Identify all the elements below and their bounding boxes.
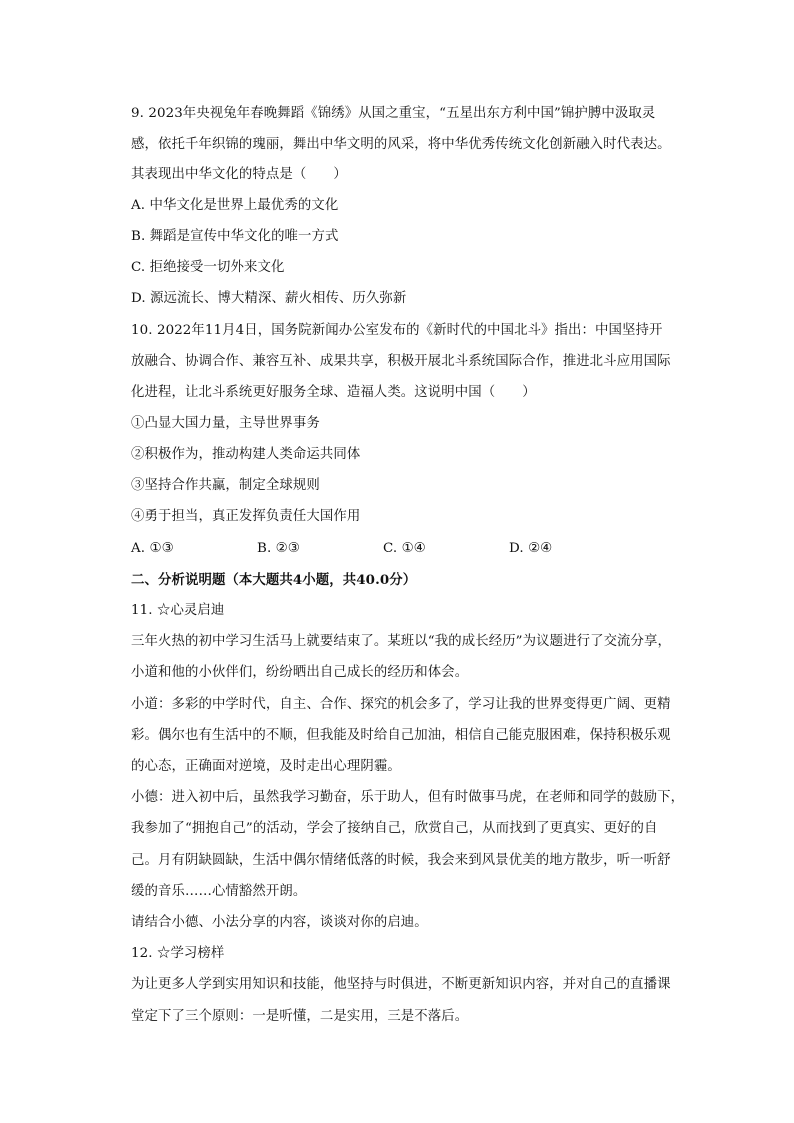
q11-prompt: 请结合小德、小法分享的内容，谈谈对你的启迪。 bbox=[131, 915, 428, 930]
q9-option-c: C. 拒绝接受一切外来文化 bbox=[131, 260, 285, 275]
q9-stem-line-3: 其表现出中华文化的特点是（ ） bbox=[131, 167, 347, 182]
q10-option-a: A. ①③ bbox=[131, 541, 174, 556]
q10-stem-line-1: 10. 2022年11月4日，国务院新闻办公室发布的《新时代的中国北斗》指出：中国坚持开 bbox=[131, 323, 663, 338]
q11-para-2-line-3: 的心态，正确面对逆境，及时走出心理阴霾。 bbox=[131, 759, 401, 774]
q11-para-3-line-1: 小德：进入初中后，虽然我学习勤奋，乐于助人，但有时做事马虎，在老师和同学的鼓励下， bbox=[131, 790, 685, 805]
q10-stem-line-2: 放融合、协调合作、兼容互补、成果共享，积极开展北斗系统国际合作，推进北斗应用国际 bbox=[131, 354, 671, 369]
q11-para-3-line-4: 缓的音乐……心情豁然开朗。 bbox=[131, 884, 307, 899]
q12-para-line-2: 堂定下了三个原则：一是听懂，二是实用，三是不落后。 bbox=[131, 1009, 469, 1024]
q10-item-1: ①凸显大国力量，主导世界事务 bbox=[131, 416, 320, 431]
q9-option-b: B. 舞蹈是宣传中华文化的唯一方式 bbox=[131, 229, 339, 244]
q10-stem-line-3: 化进程，让北斗系统更好服务全球、造福人类。这说明中国（ ） bbox=[131, 385, 536, 400]
q10-item-2: ②积极作为，推动构建人类命运共同体 bbox=[131, 447, 361, 462]
q11-para-3-line-2: 我参加了“拥抱自己”的活动，学会了接纳自己，欣赏自己，从而找到了更真实、更好的自 bbox=[131, 821, 658, 836]
q11-para-1-line-1: 三年火热的初中学习生活马上就要结束了。某班以“我的成长经历”为议题进行了交流分享， bbox=[131, 634, 672, 649]
q12-para-line-1: 为让更多人学到实用知识和技能，他坚持与时俱进，不断更新知识内容，并对自己的直播课 bbox=[131, 977, 671, 992]
q9-option-d: D. 源远流长、博大精深、薪火相传、历久弥新 bbox=[131, 291, 407, 306]
q12-title: 12. ☆学习榜样 bbox=[131, 946, 225, 961]
q11-para-2-line-2: 彩。偶尔也有生活中的不顺，但我能及时给自己加油，相信自己能克服困难，保持积极乐观 bbox=[131, 728, 671, 743]
q11-para-1-line-2: 小道和他的小伙伴们，纷纷晒出自己成长的经历和体会。 bbox=[131, 665, 469, 680]
q11-title: 11. ☆心灵启迪 bbox=[131, 603, 225, 618]
q11-para-3-line-3: 己。月有阴缺圆缺，生活中偶尔情绪低落的时候，我会来到风景优美的地方散步，听一听舒 bbox=[131, 853, 671, 868]
section-heading: 二、分析说明题（本大题共4小题，共40.0分） bbox=[131, 572, 417, 588]
q10-option-d: D. ②④ bbox=[509, 541, 553, 556]
q9-stem-line-2: 感，依托千年织锦的瑰丽，舞出中华文明的风采，将中华优秀传统文化创新融入时代表达。 bbox=[131, 137, 671, 152]
q11-para-2-line-1: 小道：多彩的中学时代，自主、合作、探究的机会多了，学习让我的世界变得更广阔、更精 bbox=[131, 697, 671, 712]
q10-option-b: B. ②③ bbox=[257, 541, 300, 556]
q10-option-c: C. ①④ bbox=[383, 541, 426, 556]
q9-option-a: A. 中华文化是世界上最优秀的文化 bbox=[131, 198, 339, 213]
q9-stem-line-1: 9. 2023年央视兔年春晚舞蹈《锦绣》从国之重宝，“五星出东方利中国”锦护膊中汲取灵 bbox=[131, 106, 656, 121]
q10-item-4: ④勇于担当，真正发挥负责任大国作用 bbox=[131, 509, 361, 524]
q10-item-3: ③坚持合作共赢，制定全球规则 bbox=[131, 478, 320, 493]
